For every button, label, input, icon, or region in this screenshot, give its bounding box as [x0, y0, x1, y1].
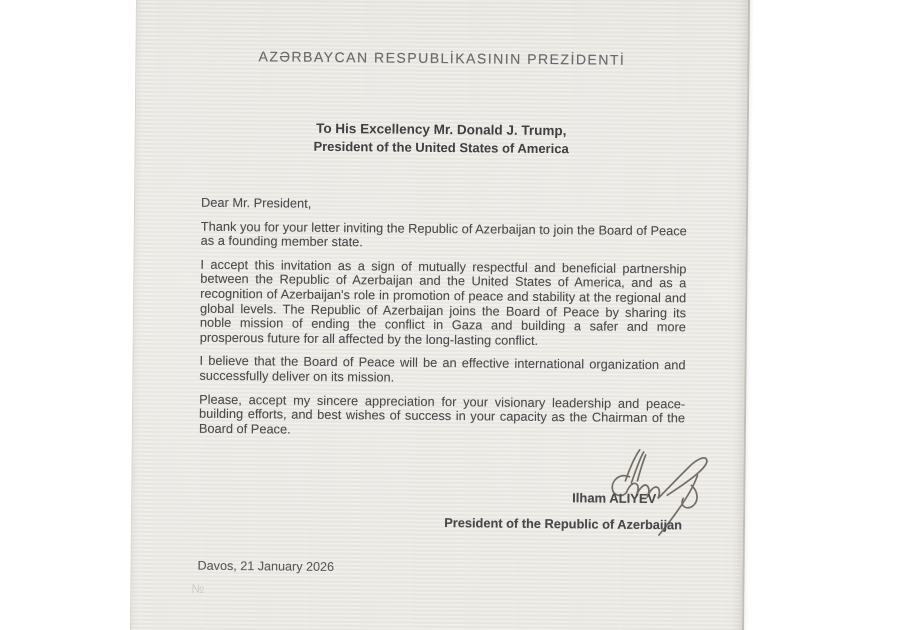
- addressee-title: President of the United States of America: [313, 138, 569, 157]
- body-paragraph: I accept this invitation as a sign of mutually respectful and beneficial partnership between the Republic of Azerbaijan and the United States of America, and as a recognition of Azerbaijan's role in promotion of peace and stability at the regional and global levels. The Republic of Azerbaijan joins the Board of Peace by sharing its noble mission of ending the conflict in Gaza and building a safer and more prosperous future for all affected by the long-lasting conflict.: [199, 256, 687, 348]
- letter-page: [130, 0, 750, 630]
- letterhead: AZƏRBAYCAN RESPUBLİKASININ PREZİDENTİ: [258, 48, 626, 68]
- addressee-block: [136, 118, 747, 159]
- signatory-name: Ilham ALIYEV: [572, 490, 657, 507]
- addressee-name: To His Excellency Mr. Donald J. Trump,: [316, 120, 567, 139]
- salutation: Dear Mr. President,: [200, 194, 312, 211]
- dateline: Davos, 21 January 2026: [197, 558, 335, 574]
- letter-body: [199, 196, 687, 450]
- body-paragraph: Please, accept my sincere appreciation for your visionary leadership and peace-building efforts, and best wishes of success in your capacity as the Chairman of the Board of Peace.: [198, 391, 686, 437]
- reference-number-mark: №: [191, 581, 207, 596]
- body-paragraph: Thank you for your letter inviting the Republic of Azerbaijan to join the Board of Peace as a founding member state.: [200, 218, 687, 250]
- body-paragraph: I believe that the Board of Peace will be an effective international organization and successfully deliver on its mission.: [199, 353, 686, 385]
- signatory-title: President of the Republic of Azerbaijan: [444, 515, 683, 533]
